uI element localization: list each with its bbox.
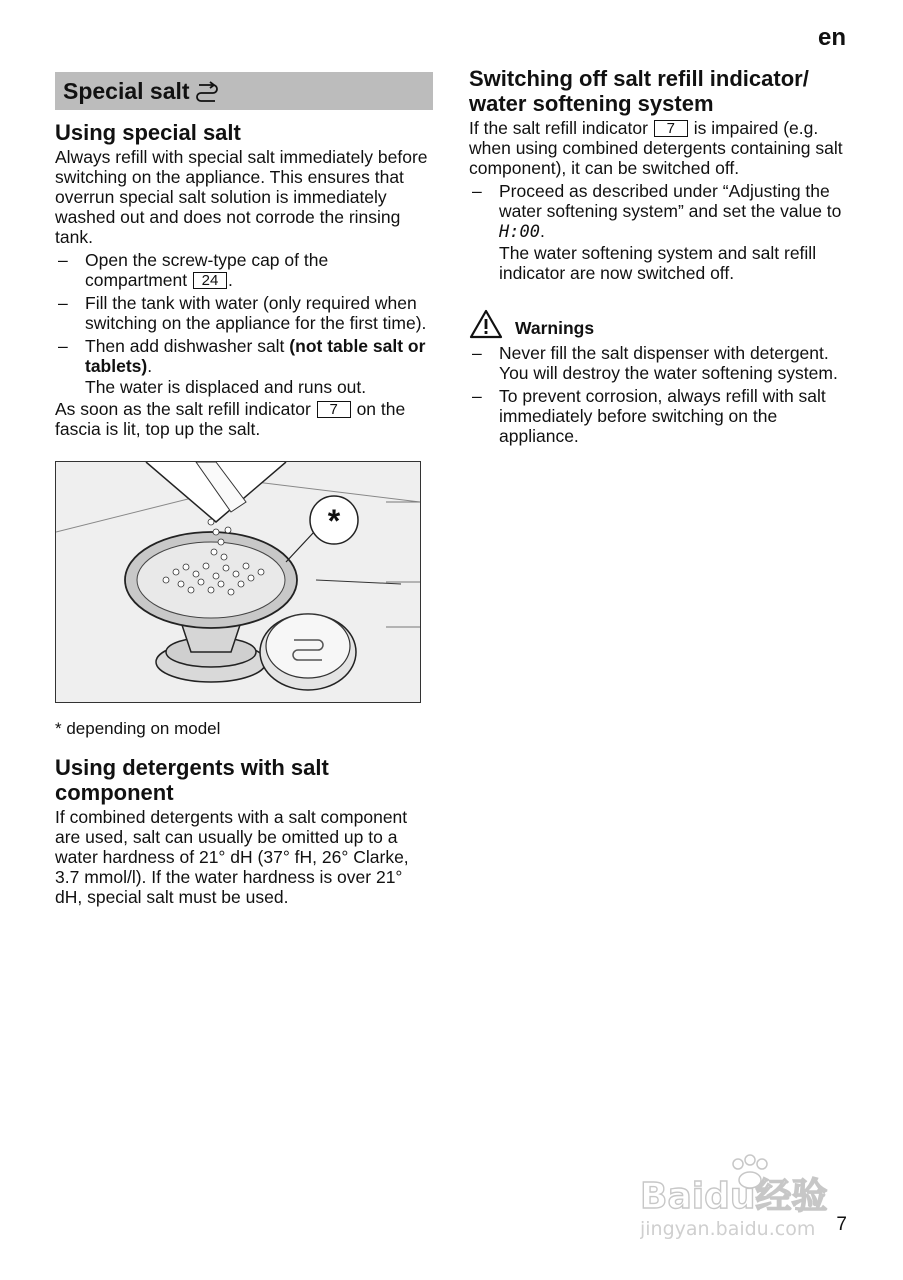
compartment-number-box: 24 [193,272,227,289]
refill-indicator-paragraph [55,399,433,439]
warnings-heading: Warnings [515,318,595,338]
salt-steps-list [55,250,433,376]
salt-symbol-icon [194,79,220,103]
indicator-number-box: 7 [317,401,351,418]
salt-funnel-drawing [56,462,420,702]
switching-step [469,181,854,242]
step-text: Fill the tank with water (only required when switching on the appliance for the first time). [85,293,427,333]
warnings-heading-row [469,309,854,339]
indicator-number-box: 7 [654,120,688,137]
step-text: Open the screw-type cap of the compartment [85,250,329,290]
watermark-url: jingyan.baidu.com [640,1218,816,1240]
salt-step-open-cap [55,250,433,290]
step-text: Proceed as described under “Adjusting the water softening system” and set the value to [499,181,842,221]
para-text-end: on the fascia is lit, top up the salt. [55,399,406,439]
warning-text: Never fill the salt dispenser with detergent. You will destroy the water softening system. [499,343,838,383]
salt-step-add-salt [55,336,433,376]
switching-off-intro [469,118,854,178]
watermark-brand: Baidu经验 [640,1176,828,1217]
step-bold-text: (not table salt or tablets) [85,336,426,376]
salt-step-fill-water [55,293,433,333]
detergents-heading: Using detergents with salt component [55,755,329,805]
page-number: 7 [836,1214,847,1235]
warnings-list [469,343,854,446]
salt-funnel-illustration [55,461,421,703]
step-text-end: . [147,356,153,376]
figure-asterisk: * [327,503,341,539]
baidu-watermark [640,1150,850,1240]
using-special-salt-heading: Using special salt [55,120,241,145]
para-text-end: is impaired (e.g. when using combined detergents containing salt component), it can be switched off. [469,118,843,178]
para-text: As soon as the salt refill indicator [55,399,311,419]
display-value: H:00 [499,222,540,242]
language-code: en [817,24,846,51]
left-column [55,72,433,907]
section-title-bar [55,72,433,110]
switching-off-heading: Switching off salt refill indicator/ water softening system [469,66,809,116]
switching-steps-list [469,181,854,242]
step-text-end: . [539,221,545,241]
right-column [469,66,854,449]
warning-item [469,386,854,446]
section-title: Special salt [63,77,190,104]
step-text-end: . [228,270,233,290]
using-special-salt-intro: Always refill with special salt immediately before switching on the appliance. This ensures that overrun special salt solution is immediately washed out and does not corrode the rinsing tank. [55,147,428,247]
switching-step-continuation: The water softening system and salt refill indicator are now switched off. [499,243,817,283]
warning-item [469,343,854,383]
salt-step-continuation: The water is displaced and runs out. [85,377,367,397]
warning-text: To prevent corrosion, always refill with salt immediately before switching on the appliance. [499,386,826,446]
step-text: Then add dishwasher salt [85,336,290,356]
warning-triangle-icon [469,309,503,339]
para-text: If the salt refill indicator [469,118,648,138]
footnote: * depending on model [55,719,221,738]
detergents-body: If combined detergents with a salt component are used, salt can usually be omitted up to a water hardness of 21° dH (37° fH, 26° Clarke, 3.7 mmol/l). If the water hardness is over 21° dH, special salt must be used. [55,807,409,907]
